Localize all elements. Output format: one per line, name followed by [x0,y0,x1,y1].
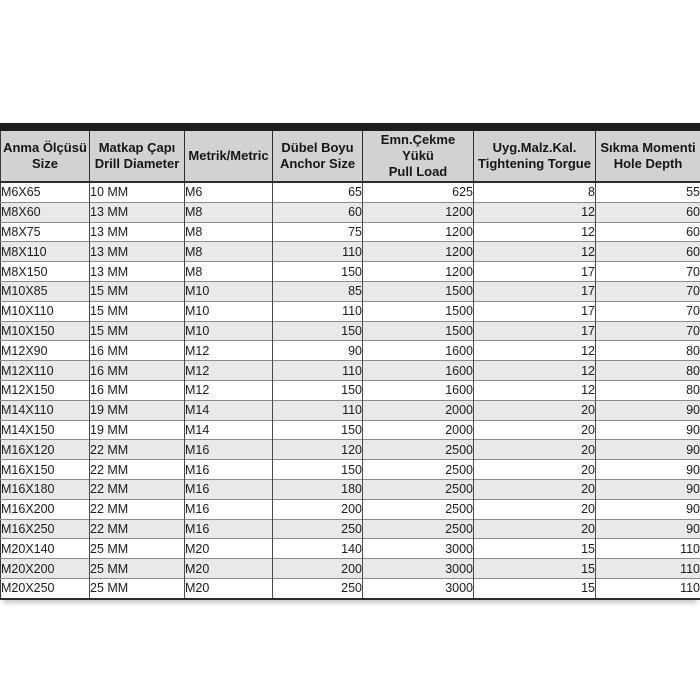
cell: M16 [185,499,273,519]
cell: 20 [474,420,596,440]
table-row [1,400,700,420]
cell: 90 [596,420,700,440]
cell: 20 [474,460,596,480]
cell: M14 [185,420,273,440]
cell: 15 [474,539,596,559]
cell: 150 [273,262,363,282]
cell: M16X200 [1,499,90,519]
cell: 140 [273,539,363,559]
cell: M14X110 [1,400,90,420]
cell: M10 [185,321,273,341]
header-line1: Uyg.Malz.Kal. [492,140,577,155]
cell: 17 [474,301,596,321]
cell: 90 [596,499,700,519]
cell: M20X200 [1,559,90,579]
cell: 2500 [363,519,474,539]
cell: 60 [273,202,363,222]
table-top-bar [0,123,700,131]
cell: M12 [185,341,273,361]
cell: 2500 [363,499,474,519]
cell: 1200 [363,262,474,282]
cell: 75 [273,222,363,242]
header-cell [185,131,273,182]
cell: 180 [273,479,363,499]
cell: 12 [474,222,596,242]
cell: M14 [185,400,273,420]
cell: M10X110 [1,301,90,321]
header-cell [596,131,700,182]
cell: M8X75 [1,222,90,242]
cell: 110 [273,400,363,420]
cell: 70 [596,262,700,282]
cell: 3000 [363,539,474,559]
table-row [1,242,700,262]
cell: 10 MM [90,182,185,202]
cell: 20 [474,519,596,539]
spec-table [0,123,700,600]
cell: 13 MM [90,222,185,242]
cell: 625 [363,182,474,202]
cell: 250 [273,578,363,598]
cell: M10 [185,301,273,321]
cell: 90 [596,479,700,499]
cell: 2000 [363,420,474,440]
cell: 22 MM [90,499,185,519]
cell: 12 [474,341,596,361]
cell: 70 [596,281,700,301]
cell: 12 [474,242,596,262]
cell: M16X120 [1,440,90,460]
cell: 110 [596,559,700,579]
cell: 70 [596,301,700,321]
cell: 90 [596,460,700,480]
cell: 13 MM [90,262,185,282]
cell: 150 [273,460,363,480]
cell: 250 [273,519,363,539]
cell: 80 [596,380,700,400]
cell: 55 [596,182,700,202]
cell: M20X250 [1,578,90,598]
cell: 20 [474,400,596,420]
cell: 3000 [363,578,474,598]
table-row [1,539,700,559]
cell: 2500 [363,440,474,460]
table-row [1,479,700,499]
cell: M20 [185,578,273,598]
cell: M16X150 [1,460,90,480]
cell: M12X150 [1,380,90,400]
table-body [1,182,700,599]
cell: M6 [185,182,273,202]
header-line1: Anma Ölçüsü [3,140,87,155]
table-row [1,578,700,598]
cell: 22 MM [90,440,185,460]
cell: 90 [273,341,363,361]
header-line1: Sıkma Momenti [600,140,696,155]
cell: 22 MM [90,460,185,480]
cell: 13 MM [90,202,185,222]
cell: 90 [596,519,700,539]
cell: 1200 [363,202,474,222]
table-row [1,262,700,282]
cell: 8 [474,182,596,202]
cell: 2500 [363,479,474,499]
table-row [1,559,700,579]
cell: M20X140 [1,539,90,559]
table-header-row [1,131,700,182]
header-line1: Dübel Boyu [281,140,354,155]
cell: 1500 [363,321,474,341]
cell: 13 MM [90,242,185,262]
table-row [1,182,700,202]
cell: M16 [185,519,273,539]
cell: 12 [474,202,596,222]
cell: 80 [596,341,700,361]
cell: M8 [185,262,273,282]
cell: 22 MM [90,479,185,499]
header-line2: Hole Depth [613,156,683,171]
cell: 15 MM [90,301,185,321]
cell: 20 [474,499,596,519]
cell: 60 [596,242,700,262]
header-line1: Metrik/Metric [188,148,269,163]
cell: 16 MM [90,380,185,400]
cell: M20 [185,559,273,579]
cell: 200 [273,499,363,519]
cell: M12X90 [1,341,90,361]
cell: 110 [273,301,363,321]
cell: 2000 [363,400,474,420]
cell: 150 [273,420,363,440]
cell: 60 [596,222,700,242]
cell: M20 [185,539,273,559]
header-line1: Matkap Çapı [98,140,176,155]
cell: 1200 [363,242,474,262]
cell: 80 [596,361,700,381]
header-cell [363,131,474,182]
table-row [1,460,700,480]
header-cell [1,131,90,182]
table-row [1,361,700,381]
cell: 120 [273,440,363,460]
header-line2: Anchor Size [279,156,356,171]
table-row [1,519,700,539]
table-row [1,321,700,341]
cell: M8 [185,202,273,222]
header-cell [474,131,596,182]
cell: 15 MM [90,281,185,301]
cell: M10X85 [1,281,90,301]
cell: 1600 [363,380,474,400]
header-line2: Tightening Torgue [478,156,591,171]
cell: M14X150 [1,420,90,440]
cell: 1600 [363,341,474,361]
cell: 25 MM [90,578,185,598]
cell: 110 [596,578,700,598]
cell: 110 [273,242,363,262]
cell: 16 MM [90,341,185,361]
cell: M12X110 [1,361,90,381]
table-row [1,281,700,301]
cell: 110 [273,361,363,381]
cell: M8X150 [1,262,90,282]
cell: 200 [273,559,363,579]
cell: M10X150 [1,321,90,341]
cell: 110 [596,539,700,559]
cell: 15 MM [90,321,185,341]
cell: M8 [185,222,273,242]
cell: M16X250 [1,519,90,539]
table-header [1,131,700,182]
cell: 17 [474,281,596,301]
cell: 60 [596,202,700,222]
cell: M10 [185,281,273,301]
cell: M8X110 [1,242,90,262]
cell: 1200 [363,222,474,242]
header-line2: Size [31,156,58,171]
cell: M8 [185,242,273,262]
cell: 15 [474,578,596,598]
cell: 17 [474,321,596,341]
cell: 70 [596,321,700,341]
cell: 3000 [363,559,474,579]
header-line2: Drill Diameter [94,156,180,171]
cell: 19 MM [90,420,185,440]
cell: 20 [474,479,596,499]
header-cell [90,131,185,182]
table-row [1,420,700,440]
cell: 85 [273,281,363,301]
table-row [1,499,700,519]
cell: M6X65 [1,185,41,200]
cell: M12 [185,361,273,381]
table-row [1,301,700,321]
cell: M16 [185,440,273,460]
cell: M16 [185,479,273,499]
header-line2: Pull Load [388,164,448,179]
cell: 20 [474,440,596,460]
table-row [1,202,700,222]
cell: 19 MM [90,400,185,420]
cell: 12 [474,361,596,381]
cell: M16X180 [1,479,90,499]
cell: 90 [596,440,700,460]
cell: 16 MM [90,361,185,381]
header-line1: Emn.Çekme Yükü [380,132,456,163]
cell: 150 [273,321,363,341]
cell: 65 [273,182,363,202]
table-row [1,440,700,460]
table-row [1,222,700,242]
cell: 22 MM [90,519,185,539]
cell: 25 MM [90,539,185,559]
table-row [1,341,700,361]
cell: 12 [474,380,596,400]
cell: 1600 [363,361,474,381]
cell: 2500 [363,460,474,480]
cell: 1500 [363,301,474,321]
cell: 1500 [363,281,474,301]
anchor-spec-table [0,131,700,600]
cell: M8X60 [1,202,90,222]
cell: 25 MM [90,559,185,579]
cell: M16 [185,460,273,480]
cell: 15 [474,559,596,579]
cell: 17 [474,262,596,282]
cell: 150 [273,380,363,400]
cell: 90 [596,400,700,420]
table-row [1,380,700,400]
cell: M12 [185,380,273,400]
header-cell [273,131,363,182]
